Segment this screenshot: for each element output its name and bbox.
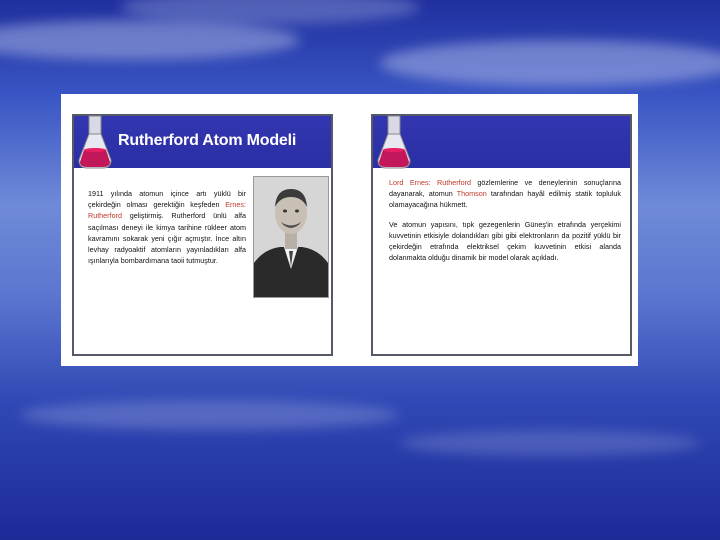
cloud-streak (380, 40, 720, 86)
paragraph-2: Ve atomun yapısını, tıpk gezegenlerin Güneş'in etrafında yerçekimi kuvvetinin etkisiyle dolandıkları gibi gibi elektronların da pozitif yüklü bir çekirdeğin etrafında elektriksel çekim kuvvetinin etkisi alanda dolanmakta olduğu dinamik bir model olarak açıkladı. (389, 220, 621, 262)
highlighted-name: Thomson (456, 188, 487, 198)
body-text-part: tarafından hayâl edilmiş statik topluluk olamayacağına hükmett. (389, 188, 621, 209)
flask-icon (76, 114, 114, 170)
highlighted-name: Ernes: Rutherford (88, 200, 246, 221)
highlighted-name: Lord Ernes: Rutherford (389, 178, 471, 187)
portrait-photo (253, 176, 329, 298)
paragraph-1 (389, 178, 621, 210)
body-text-part: 1911 yılında atomun içince artı yüklü bir çekirdeğin olması gerektiğin keşfeden (88, 189, 246, 210)
content-frame (61, 94, 638, 366)
right-slide[interactable] (371, 114, 632, 356)
body-text-part: gözlemlerine ve deneylerinin sonuçlarına dayanarak, atomun (389, 178, 621, 198)
cloud-streak (0, 20, 300, 60)
left-slide[interactable] (72, 114, 333, 356)
slide-body-text (389, 178, 621, 274)
slide-title: Rutherford Atom Modeli (118, 132, 297, 149)
slide-body-text (88, 188, 246, 266)
flask-icon (375, 114, 413, 170)
cloud-streak (20, 400, 400, 430)
portrait-icon (254, 177, 328, 297)
cloud-streak (400, 430, 700, 456)
body-text-part: geliştirmiş. Rutherford ünlü alfa saçılması deneyi ile kimya tarihine rükleer atom kavramını sokarak yeni çığır açmıştır. İnce altın levhay radyoaktif atomların yayınladıkları alfa ışınlarıyla bombardımana taoii tutmuştur. (88, 211, 246, 266)
